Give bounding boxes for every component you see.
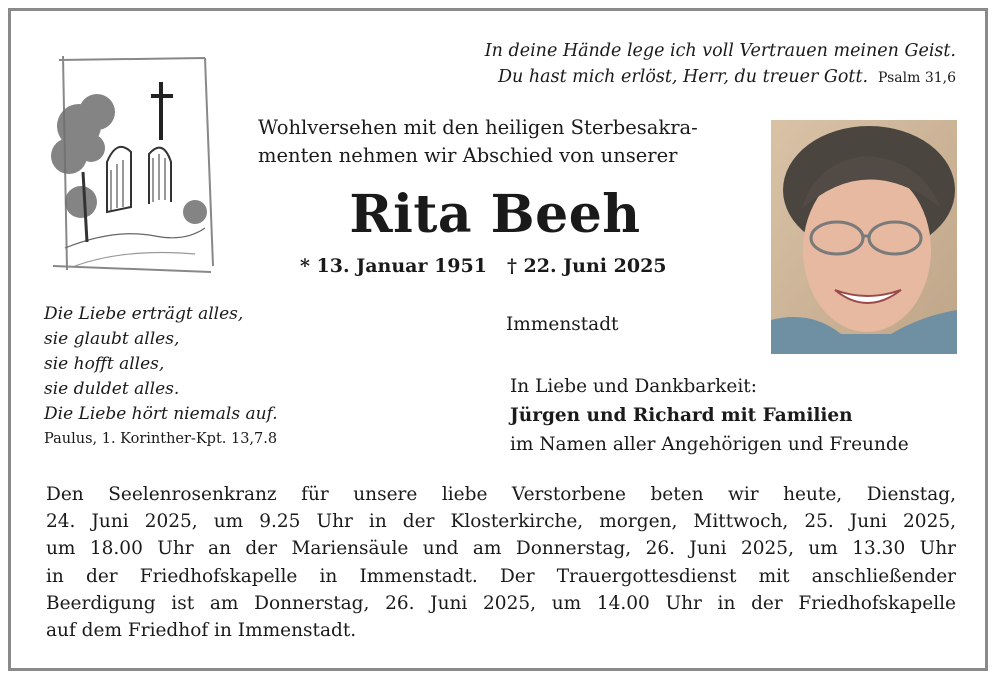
quote-source: Paulus, 1. Korinther-Kpt. 13,7.8 [44,431,278,447]
mourners [510,372,909,459]
notice-line: um 18.00 Uhr an der Mariensäule und am Donnerstag, 26. Juni 2025, um 13.30 Uhr [46,538,956,560]
notice-line: Beerdigung ist am Donnerstag, 26. Juni 2025, um 14.00 Uhr in der Friedhofskapelle [46,592,956,614]
life-dates [300,255,667,277]
psalm-motto [485,38,956,91]
quote-line: sie hofft alles, [44,354,165,374]
intro-text [258,114,698,170]
service-notice [46,481,956,644]
intro-line-2: menten nehmen wir Abschied von unserer [258,144,678,167]
mourners-names: Jürgen und Richard mit Familien [510,405,853,426]
mourners-line-1: In Liebe und Dankbarkeit: [510,376,757,397]
quote-line: Die Liebe erträgt alles, [44,304,244,324]
motto-line-1: In deine Hände lege ich voll Vertrauen meinen Geist. [484,41,956,61]
quote-line: sie glaubt alles, [44,329,180,349]
notice-line: 24. Juni 2025, um 9.25 Uhr in der Klosterkirche, morgen, Mittwoch, 25. Juni 2025, [46,511,956,533]
intro-line-1: Wohlversehen mit den heiligen Sterbesakra- [258,116,698,139]
bible-quote [44,302,278,452]
notice-line: Den Seelenrosenkranz für unsere liebe Verstorbene beten wir heute, Dienstag, [46,484,956,505]
quote-line: Die Liebe hört niemals auf. [44,404,278,424]
quote-line: sie duldet alles. [44,379,180,399]
residence-place: Immenstadt [506,314,619,335]
deceased-name: Rita Beeh [349,184,641,245]
motto-source: Psalm 31,6 [878,70,956,86]
notice-line: in der Friedhofskapelle in Immenstadt. Der Trauergottesdienst mit anschließender [46,565,956,587]
death-date: † 22. Juni 2025 [506,255,667,277]
notice-line: auf dem Friedhof in Immenstadt. [46,620,357,642]
mourners-line-3: im Namen aller Angehörigen und Freunde [510,434,909,455]
motto-line-2 [485,64,956,91]
motto-line-2-text: Du hast mich erlöst, Herr, du treuer Gott. [498,67,869,87]
birth-date: * 13. Januar 1951 [300,255,487,277]
